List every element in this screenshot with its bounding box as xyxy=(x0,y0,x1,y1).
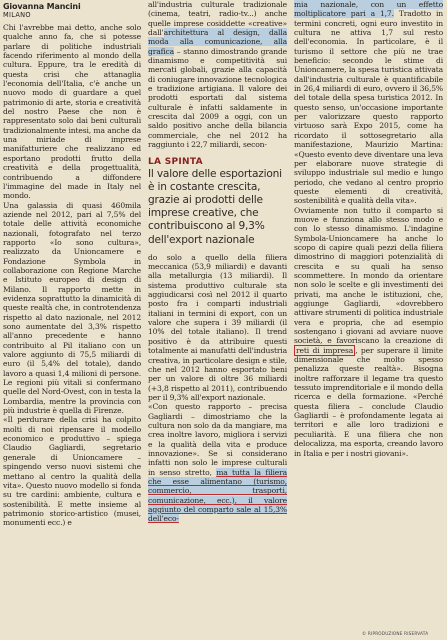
dateline-city: MILANO xyxy=(3,11,31,19)
highlighted-text: architettura al design, dalla moda alla comunicazione, alla grafica xyxy=(148,28,287,56)
paragraph: Una galassia di quasi 460mila aziende nel 2012, pari al 7,5% del totale delle attività economiche nazionali, fotografato nel terzo rapporto «Io sono cultura», realizzato da Unioncamere e Fondazione Symbola in collaborazione con Regione Marche e Istituto europeo di design di Milano. Il rapporto mette in evidenza soprattutto la dinamicità di queste realtà che, in controtendenza rispetto al dato nazionale, nel 2012 sono aumentate del 3,3% rispetto all'anno precedente e hanno contribuito al Pil italiano con un valore aggiunto di 75,5 miliardi di euro (il 5,4% del totale), dando lavoro a quasi 1,4 milioni di persone. Le regioni più vitali si confermano quelle del Nord-Ovest, con in testa la Lombardia, mentre la provincia con più industrie è quella di Firenze. xyxy=(3,200,141,416)
paragraph xyxy=(148,0,287,150)
article-column-1 xyxy=(3,0,141,640)
article-column-2 xyxy=(148,0,287,640)
paragraph xyxy=(294,206,443,458)
text-run: , per superare il limite dimensionale che molto spesso penalizza queste realtà». Bisogna inoltre rafforzare il legame tra questo tessuto imprenditoriale e il mondo della ricerca e della formazione. «Perché questa filiera – conclude Claudio Gagliardi – è profondamente legata ai territori e alle loro tradizioni e peculiarità. E una filiera che non delocalizza, ma esporta, creando lavoro in Italia e per i nostri giovani». xyxy=(294,345,443,458)
pull-quote xyxy=(148,156,287,247)
copyright-notice: © RIPRODUZIONE RISERVATA xyxy=(362,631,429,636)
text-run: all'industria culturale tradizionale (cinema, teatri, radio-tv...) anche quelle imprese cosiddette «creative» dall' xyxy=(148,0,287,38)
paragraph xyxy=(148,402,287,523)
highlighted-text: ma tutta la filiera che esse alimentano (turismo, commercio, trasporti, comunicazione, ecc.), il valore aggiunto del comparto sale al 15,3% dell'eco- xyxy=(148,467,287,524)
pull-quote-heading: LA SPINTA xyxy=(148,156,203,167)
highlighted-text: mia nazionale, con un effetto moltiplicatore pari a 1,7. xyxy=(294,0,443,19)
paragraph: «Il perdurare della crisi ha colpito molti di noi ripensare il modello economico e produttivo – spiega Claudio Gagliardi, segretario generale di Unioncamere – spingendo verso nuovi sistemi che mettano al centro la qualità della vita». Questo nuovo modello si fonda su tre cardini: ambiente, cultura e sostenibilità. E mette insieme al patrimonio storico-artistico (musei, monumenti ecc.) e xyxy=(3,415,141,528)
text-run: Ovviamente non tutto il comparto si muove e funziona allo stesso modo e con lo stesso dinamismo. L'indagine Symbola-Unioncamere ha anche lo scopo di capire quali pezzi della filiera dimostrino di maggiori potenzialità di crescita e su quali ha senso scommettere. In mondo da orientare non solo le scelte e gli investimenti dei privati, ma anche le istituzioni, che, aggiunge Gagliardi, «dovrebbero attivare strumenti di politica industriale vera e propria, che ad esempio sostengano i giovani ad avviare nuove società, e favoriscano la creazione di xyxy=(294,205,443,346)
paragraph: do solo a quello della filiera meccanica (53,9 miliardi) e davanti alla metallurgia (13 miliardi). Il sistema produttivo culturale sta aggiudicarsi così nel 2012 il quarto posto fra i comparti industriali italiani in termini di export, con un valore che supera i 39 miliardi (il 10% del totale italiano). Il trend positivo è da attribuire questi totalmente ai manufatti dell'industria creativa, in particolare design e stile, che nel 2012 hanno esportato beni per un valore di oltre 36 miliardi (+3,8 rispetto al 2011), contribuendo per il 9,3% all'export nazionale. xyxy=(148,252,287,402)
article-column-3 xyxy=(294,0,443,640)
text-run: «Con questo rapporto – precisa Gagliardi – dimostriamo che la cultura non solo da da mangiare, ma crea inoltre lavoro, migliora i servizi e la qualità della vita e produce innovazione». Se si considerano infatti non solo le imprese culturali in senso stretto, xyxy=(148,402,287,477)
pull-quote-body: Il valore delle esportazioni è in costante crescita, grazie ai prodotti delle imprese creative, che contribuiscono al 9,3% dell'export nazionale xyxy=(148,167,282,246)
paragraph: Chi l'avrebbe mai detto, anche solo qualche anno fa, che si potesse parlare di politiche industriali facendo riferimento al mondo della cultura. Eppure, tra le eredità di questa crisi che attanaglia l'economia dell'Italia, c'è anche un nuovo modo di guardare a quel patrimonio di arte, storia e creatività del nostro Paese che non è rappresentato solo dai beni culturali tradizionalmente intesi, ma anche da una miriade di imprese manifatturiere che realizzano ed esportano prodotti frutto della creatività e della progettualità, contribuendo a diffondere l'immagine del made in Italy nel mondo. xyxy=(3,23,141,201)
paragraph xyxy=(294,0,443,206)
text-run: – stanno dimostrando grande dinamismo e competitività sui mercati globali, grazie alla capacità di coniugare innovazione tecnologica e tradizione artigiana. Il valore dei prodotti esportati dal sistema culturale è infatti saldamente in crescita dal 2009 a oggi, con un saldo positivo anche della bilancia commerciale, che nel 2012 ha raggiunto i 22,7 miliardi, secon- xyxy=(148,46,287,150)
author-name: Giovanna Mancini xyxy=(3,2,81,11)
text-run: Tradotto in termini concreti, ogni euro investito in cultura ne attiva 1,7 sul resto dell'economia. In particolare, è il turismo il settore che più ne trae beneficio: secondo le stime di Unioncamere, la spesa turistica attivata dall'industria culturale è quantificabile in 26,4 miliardi di euro, ovvero il 36,5% del totale della spesa turistica 2012. In questo senso, un'occasione importante per valorizzare questo rapporto virtuoso sarà Expo 2015, come ha ricordato il sottosegretario alla manifestazione, Maurizio Martina: «Questo evento deve diventare una leva per elaborare nuove strategie di sviluppo industriale sul medio e lungo periodo, che vedano al centro proprio queste elementi di creatività, sostenibilità e qualità della vita». xyxy=(294,9,443,206)
boxed-text: reti di impresa xyxy=(296,345,354,355)
